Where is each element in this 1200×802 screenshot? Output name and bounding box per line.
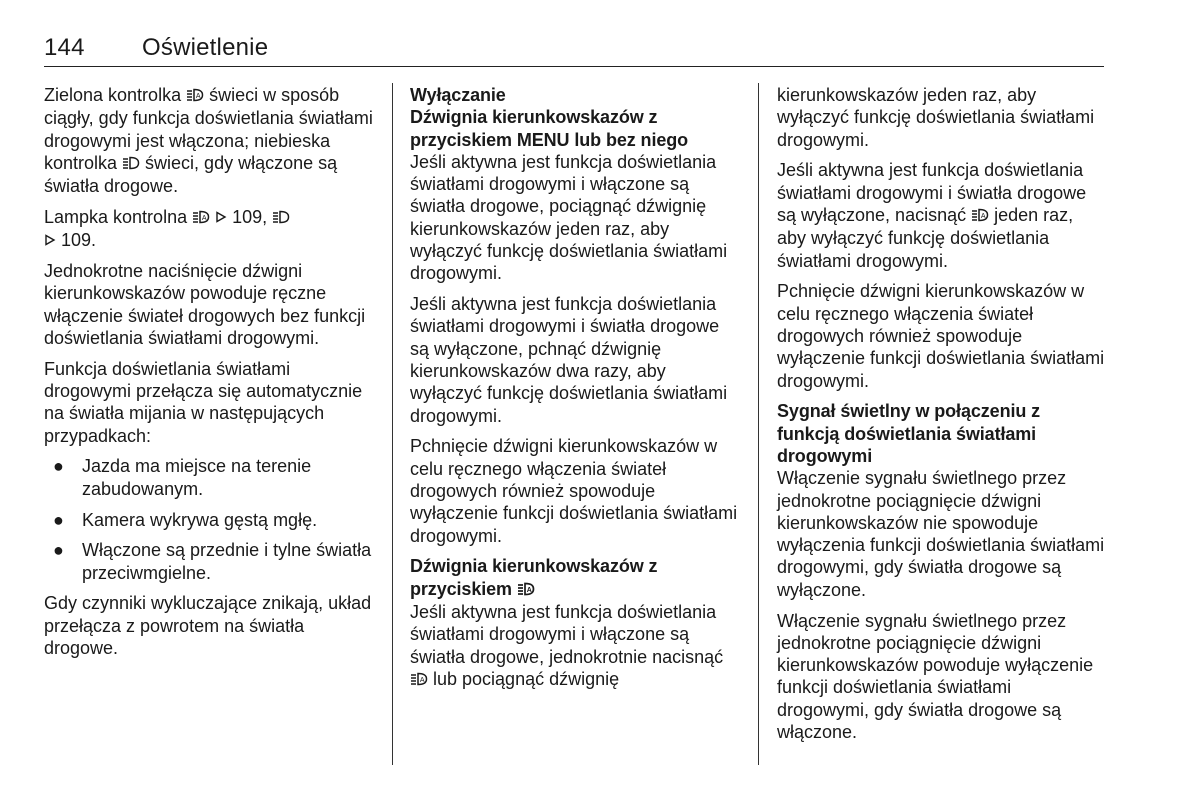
paragraph: Gdy czynniki wykluczające znikają, układ przełącza z powrotem na światła drogowe. <box>44 593 372 659</box>
page-reference[interactable]: 109. <box>56 230 97 251</box>
svg-text:A: A <box>419 676 425 684</box>
svg-text:A: A <box>201 214 207 222</box>
bullet-icon: ● <box>53 509 64 530</box>
heading-text: Dźwignia kierunkowskazów z przyciskiem <box>410 556 658 599</box>
paragraph: Pchnięcie dźwigni kierunkowskazów w celu ręcznego włączenia świateł drogowych również spowoduje wyłączenie funkcji doświetlania światłami drogowymi. <box>410 436 738 546</box>
paragraph: Jeśli aktywna jest funkcja doświetlania światłami drogowymi i światła drogowe są wyłączone, pchnąć dźwignię kierunkowskazów dwa razy, aby wyłączyć funkcję doświetlania światłami drogowymi. <box>410 294 728 426</box>
svg-text:A: A <box>195 93 201 100</box>
paragraph <box>777 159 1107 271</box>
page-reference[interactable]: 109, <box>227 206 273 227</box>
page-reference-arrow-icon <box>44 229 56 251</box>
list-item <box>44 509 378 531</box>
high-beam-assist-icon <box>971 205 989 227</box>
high-beam-assist-icon <box>410 669 428 691</box>
text: świeci, gdy włączone są światła drogowe. <box>44 152 338 197</box>
paragraph: Włączenie sygnału świetlnego przez jednokrotne pociągnięcie dźwigni kierunkowskazów powoduje wyłączenie funkcji doświetlania światłami drogowymi, gdy światła drogowe są włączone. <box>777 610 1094 743</box>
list-item-text: Kamera wykrywa gęstą mgłę. <box>82 509 318 530</box>
list-item-text: Jazda ma miejsce na terenie zabudowanym. <box>82 456 312 499</box>
high-beam-assist-icon <box>186 85 204 107</box>
page-header <box>44 32 1104 67</box>
bullet-icon: ● <box>53 540 64 561</box>
text: jeden raz, aby wyłączyć funkcję doświetlania światłami drogowymi. <box>777 204 1074 271</box>
page-reference-arrow-icon <box>215 206 227 228</box>
list-item <box>44 539 378 584</box>
paragraph <box>44 84 378 197</box>
page-number: 144 <box>44 34 85 61</box>
bullet-icon: ● <box>53 456 64 477</box>
bullet-list <box>44 455 378 583</box>
list-item-text: Włączone są przednie i tylne światła przeciwmgielne. <box>82 540 372 583</box>
section-heading: Wyłączanie <box>410 85 506 105</box>
list-item <box>44 455 378 500</box>
high-beam-icon <box>122 153 140 175</box>
high-beam-assist-icon <box>192 207 210 229</box>
high-beam-assist-icon <box>517 579 535 601</box>
column-divider <box>392 83 393 765</box>
paragraph: Funkcja doświetlania światłami drogowymi przełącza się automatycznie na światła mijania w następujących przypadkach: <box>44 358 363 446</box>
text: Zielona kontrolka <box>44 85 187 105</box>
column-left <box>44 84 378 668</box>
subsection-heading: Dźwignia kierunkowskazów z przyciskiem MENU lub bez niego <box>410 107 689 150</box>
svg-text:A: A <box>980 212 986 220</box>
text: lub pociągnąć dźwignię <box>428 668 620 689</box>
paragraph: Jednokrotne naciśnięcie dźwigni kierunkowskazów powoduje ręczne włączenie świateł drogowych bez funkcji doświetlania światłami drogowymi. <box>44 261 366 348</box>
paragraph: Pchnięcie dźwigni kierunkowskazów w celu ręcznego włączenia świateł drogowych również spowoduje wyłączenie funkcji doświetlania światłami drogowymi. <box>777 281 1105 391</box>
page-title: Oświetlenie <box>142 34 269 61</box>
paragraph <box>410 601 740 691</box>
subsection-heading <box>410 555 740 601</box>
paragraph: Włączenie sygnału świetlnego przez jednokrotne pociągnięcie dźwigni kierunkowskazów nie spowoduje wyłączenia funkcji doświetlania światłami drogowymi, gdy światła drogowe są wyłączone. <box>777 468 1105 600</box>
svg-text:A: A <box>526 586 532 594</box>
column-middle <box>410 84 740 700</box>
column-right <box>777 84 1107 752</box>
text: Lampka kontrolna <box>44 206 193 227</box>
text: Jeśli aktywna jest funkcja doświetlania światłami drogowymi i światła drogowe są wyłączone, nacisnąć <box>777 160 1087 225</box>
subsection-heading: Sygnał świetlny w połączeniu z funkcją doświetlania światłami drogowymi <box>777 401 1041 466</box>
paragraph: kierunkowskazów jeden raz, aby wyłączyć funkcję doświetlania światłami drogowymi. <box>777 85 1095 150</box>
paragraph: Jeśli aktywna jest funkcja doświetlania światłami drogowymi i włączone są światła drogowe, pociągnąć dźwignię kierunkowskazów jeden raz, aby wyłączyć funkcję doświetlania światłami drogowymi. <box>410 151 728 284</box>
text: Jeśli aktywna jest funkcja doświetlania światłami drogowymi i włączone są światła drogowe, jednokrotnie nacisnąć <box>410 602 724 667</box>
paragraph <box>44 206 378 252</box>
text: świeci w sposób ciągły, gdy funkcja doświetlania światłami drogowymi jest włączona; niebieska kontrolka <box>44 85 373 173</box>
high-beam-icon <box>272 207 290 229</box>
column-divider <box>758 83 759 765</box>
